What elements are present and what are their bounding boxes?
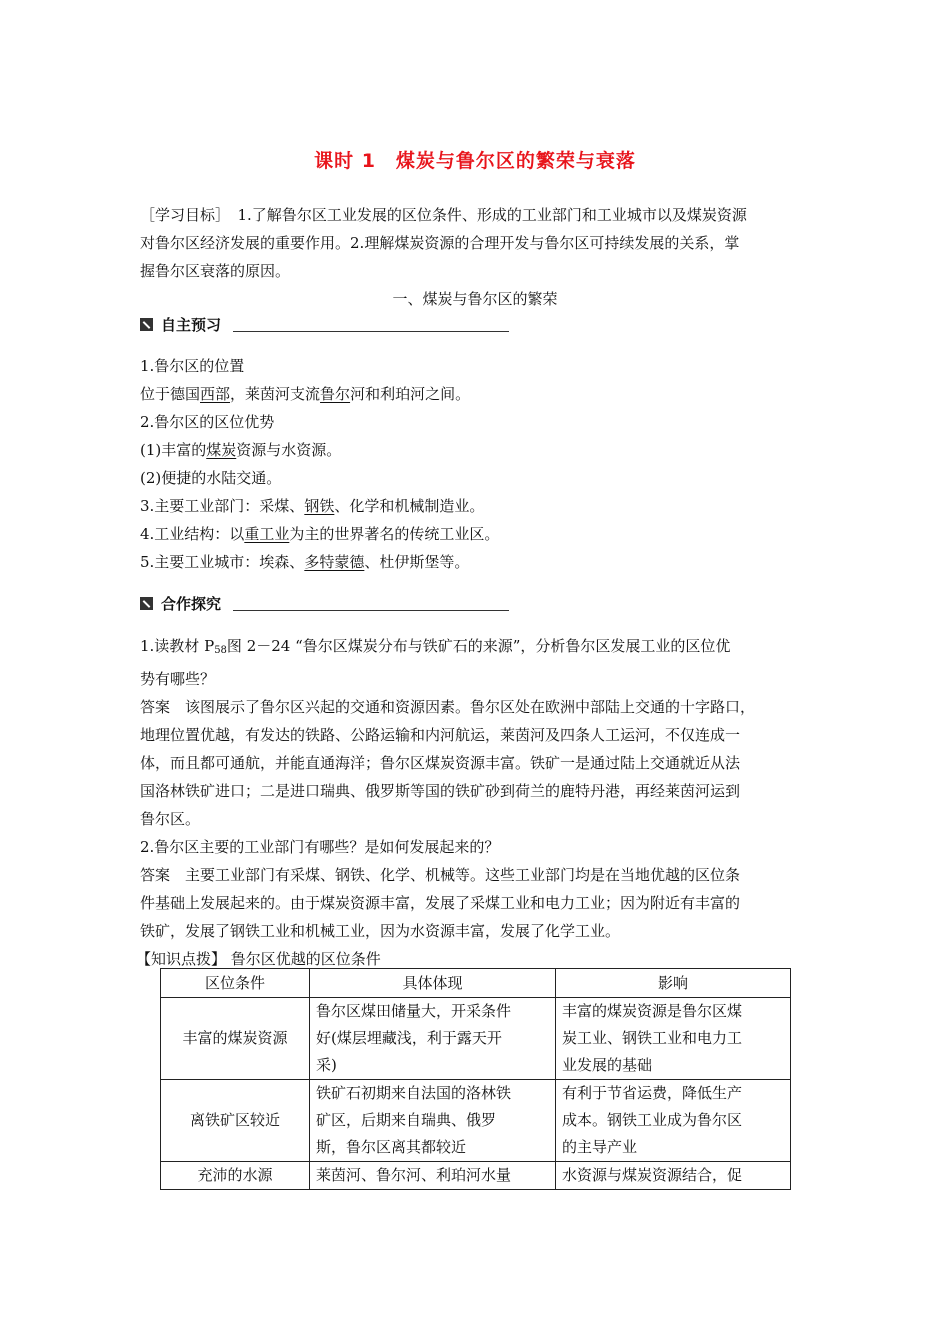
table-cell-effect: 有利于节省运费，降低生产 成本。钢铁工业成为鲁尔区 的主导产业 xyxy=(556,1080,791,1162)
answer-blank: 钢铁 xyxy=(304,497,335,515)
table-row xyxy=(161,998,791,1080)
preview-line: (1)丰富的煤炭资源与水资源。 xyxy=(140,441,342,459)
answer-line: 铁矿，发展了钢铁工业和机械工业，因为水资源丰富，发展了化学工业。 xyxy=(140,922,621,940)
table-cell-condition: 丰富的煤炭资源 xyxy=(161,998,310,1080)
table-header-cell: 具体体现 xyxy=(310,969,556,998)
question-line: 势有哪些？ xyxy=(140,670,216,688)
explore-section-header xyxy=(140,592,509,614)
answer-line: 鲁尔区。 xyxy=(140,810,201,828)
question-line: 2.鲁尔区主要的工业部门有哪些？是如何发展起来的？ xyxy=(140,838,500,856)
preview-line: 2.鲁尔区的区位优势 xyxy=(140,413,275,431)
table-cell-detail: 铁矿石初期来自法国的洛林铁 矿区，后期来自瑞典、俄罗 斯，鲁尔区离其都较近 xyxy=(310,1080,556,1162)
objectives-line: 对鲁尔区经济发展的重要作用。2.理解煤炭资源的合理开发与鲁尔区可持续发展的关系，掌 xyxy=(140,234,740,252)
answer-blank: 西部 xyxy=(200,385,231,403)
table-header-cell: 区位条件 xyxy=(161,969,310,998)
preview-line: 位于德国西部，莱茵河支流鲁尔河和利珀河之间。 xyxy=(140,385,471,403)
table-row xyxy=(161,1080,791,1162)
answer-blank: 鲁尔 xyxy=(320,385,351,403)
objectives-line: 握鲁尔区衰落的原因。 xyxy=(140,262,291,280)
section-square-icon xyxy=(140,318,153,331)
objectives-line: ［学习目标］ 1.了解鲁尔区工业发展的区位条件、形成的工业部门和工业城市以及煤炭资源 xyxy=(140,206,747,224)
section-label: 合作探究 xyxy=(161,594,222,613)
section-rule xyxy=(233,331,509,332)
section-square-icon xyxy=(140,597,153,610)
preview-line: 4.工业结构：以重工业为主的世界著名的传统工业区。 xyxy=(140,525,500,543)
answer-line: 件基础上发展起来的。由于煤炭资源丰富，发展了采煤工业和电力工业；因为附近有丰富的 xyxy=(140,894,741,912)
section-label: 自主预习 xyxy=(161,315,222,334)
section-rule xyxy=(233,610,509,611)
answer-blank: 多特蒙德 xyxy=(304,553,365,571)
preview-line: 1.鲁尔区的位置 xyxy=(140,357,245,375)
table-header-cell: 影响 xyxy=(556,969,791,998)
answer-line: 答案 该图展示了鲁尔区兴起的交通和资源因素。鲁尔区处在欧洲中部陆上交通的十字路口， xyxy=(140,698,756,716)
table-cell-detail: 鲁尔区煤田储量大，开采条件 好(煤层埋藏浅，利于露天开 采) xyxy=(310,998,556,1080)
lesson-title: 课时 1 煤炭与鲁尔区的繁荣与衰落 xyxy=(314,150,636,172)
table-row xyxy=(161,1162,791,1190)
location-conditions-table xyxy=(160,968,791,1190)
preview-line: 5.主要工业城市：埃森、多特蒙德、杜伊斯堡等。 xyxy=(140,553,470,571)
table-header-row xyxy=(161,969,791,998)
table-cell-condition: 离铁矿区较近 xyxy=(161,1080,310,1162)
table-cell-effect: 丰富的煤炭资源是鲁尔区煤 炭工业、钢铁工业和电力工 业发展的基础 xyxy=(556,998,791,1080)
preview-section-header xyxy=(140,313,509,335)
table-cell-effect: 水资源与煤炭资源结合，促 xyxy=(556,1162,791,1190)
question-line: 1.读教材 $P_{58}$图 2－24 “鲁尔区煤炭分布与铁矿石的来源”，分析鲁尔区发展工业的区位优 xyxy=(140,637,731,656)
answer-line: 体，而且都可通航，并能直通海洋；鲁尔区煤炭资源丰富。铁矿一是通过陆上交通就近从法 xyxy=(140,754,741,772)
answer-line: 国洛林铁矿进口；二是进口瑞典、俄罗斯等国的铁矿砂到荷兰的鹿特丹港，再经莱茵河运到 xyxy=(140,782,741,800)
section-subheading: 一、煤炭与鲁尔区的繁荣 xyxy=(392,290,558,308)
table-cell-condition: 充沛的水源 xyxy=(161,1162,310,1190)
learning-objectives xyxy=(140,201,812,285)
explore-content xyxy=(136,632,812,973)
table-cell-detail: 莱茵河、鲁尔河、利珀河水量 xyxy=(310,1162,556,1190)
answer-blank: 重工业 xyxy=(244,525,290,543)
preview-content xyxy=(140,352,812,576)
answer-line: 答案 主要工业部门有采煤、钢铁、化学、机械等。这些工业部门均是在当地优越的区位条 xyxy=(140,866,741,884)
answer-line: 地理位置优越，有发达的铁路、公路运输和内河航运，莱茵河及四条人工运河，不仅连成一 xyxy=(140,726,741,744)
knowledge-tip: 【知识点拨】 鲁尔区优越的区位条件 xyxy=(136,950,381,968)
preview-line: (2)便捷的水陆交通。 xyxy=(140,469,282,487)
answer-blank: 煤炭 xyxy=(206,441,237,459)
preview-line: 3.主要工业部门：采煤、钢铁、化学和机械制造业。 xyxy=(140,497,485,515)
